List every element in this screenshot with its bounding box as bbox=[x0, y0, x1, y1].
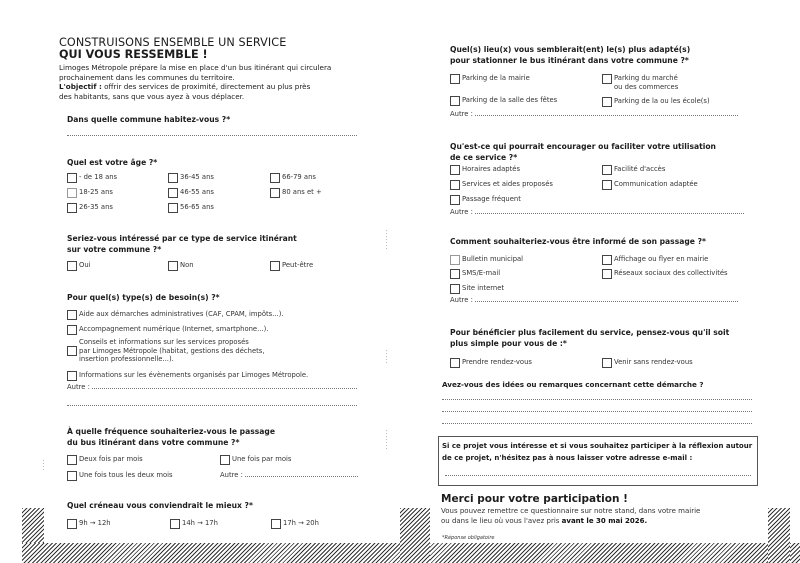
option-label: 46-55 ans bbox=[180, 188, 214, 196]
encourage-option[interactable] bbox=[450, 180, 553, 190]
checkbox[interactable] bbox=[450, 74, 460, 84]
question-ideas: Avez-vous des idées ou remarques concernant cette démarche ? bbox=[442, 380, 704, 389]
email-prompt bbox=[442, 441, 756, 464]
objective-line bbox=[59, 82, 389, 92]
inform-option[interactable] bbox=[450, 269, 500, 279]
scan-speck bbox=[43, 460, 44, 470]
option-label: Une fois par mois bbox=[232, 455, 292, 463]
question-line: Pour bénéficier plus facilement du service, pensez-vous qu'il soit bbox=[450, 328, 730, 337]
autre-input-line[interactable] bbox=[475, 301, 738, 302]
option-label-line: Conseils et informations sur les services proposés bbox=[79, 338, 249, 346]
option-label bbox=[614, 74, 678, 91]
inform-autre-field[interactable] bbox=[450, 296, 738, 304]
hatch-border-center bbox=[400, 508, 430, 563]
checkbox[interactable] bbox=[170, 519, 180, 529]
place-autre-field[interactable] bbox=[450, 110, 738, 118]
autre-input-line[interactable] bbox=[92, 388, 357, 389]
checkbox[interactable] bbox=[67, 346, 77, 356]
checkbox[interactable] bbox=[67, 455, 77, 465]
option-label: 56-65 ans bbox=[180, 203, 214, 211]
inform-option[interactable] bbox=[450, 284, 504, 294]
simpler-option[interactable] bbox=[450, 358, 532, 368]
inform-option[interactable] bbox=[450, 255, 523, 265]
checkbox[interactable] bbox=[602, 255, 612, 265]
option-label: Passage fréquent bbox=[462, 195, 521, 203]
option-label: Parking de la ou les école(s) bbox=[614, 97, 710, 105]
question-interest bbox=[67, 234, 297, 255]
option-label: - de 18 ans bbox=[79, 173, 118, 181]
slot-option[interactable] bbox=[67, 519, 111, 529]
frequency-option[interactable] bbox=[67, 455, 143, 465]
scan-speck bbox=[386, 230, 387, 250]
option-label-line: par Limoges Métropole (habitat, gestions des déchets, bbox=[79, 346, 265, 355]
deadline: avant le 30 mai 2026. bbox=[561, 516, 648, 525]
question-age: Quel est votre âge ?* bbox=[67, 158, 158, 167]
frequency-option[interactable] bbox=[220, 455, 291, 465]
thanks-line: Vous pouvez remettre ce questionnaire sur notre stand, dans votre mairie bbox=[441, 507, 701, 515]
question-line: Seriez-vous intéressé par ce type de service itinérant bbox=[67, 234, 297, 243]
checkbox[interactable] bbox=[450, 284, 460, 294]
thanks-title: Merci pour votre participation ! bbox=[441, 493, 628, 505]
option-label-line: ou des commerces bbox=[614, 82, 679, 91]
checkbox[interactable] bbox=[67, 203, 77, 213]
autre-input-line[interactable] bbox=[475, 213, 744, 214]
slot-option[interactable] bbox=[170, 519, 218, 529]
option-label: Site internet bbox=[462, 284, 505, 292]
interest-option-oui[interactable] bbox=[67, 261, 91, 271]
checkbox[interactable] bbox=[270, 173, 280, 183]
age-option[interactable] bbox=[270, 188, 322, 198]
age-option[interactable] bbox=[67, 173, 117, 183]
checkbox[interactable] bbox=[270, 261, 280, 271]
age-option[interactable] bbox=[67, 203, 113, 213]
encourage-option[interactable] bbox=[450, 165, 520, 175]
checkbox[interactable] bbox=[168, 261, 178, 271]
checkbox[interactable] bbox=[450, 165, 460, 175]
checkbox[interactable] bbox=[602, 358, 612, 368]
checkbox[interactable] bbox=[450, 195, 460, 205]
autre-label: Autre : bbox=[450, 296, 473, 304]
place-option-market[interactable] bbox=[602, 74, 678, 91]
option-label: Peut-être bbox=[282, 261, 314, 269]
objective-label: L'objectif : bbox=[59, 82, 102, 91]
checkbox[interactable] bbox=[67, 173, 77, 183]
option-label: 17h → 20h bbox=[283, 519, 319, 527]
option-label: 9h → 12h bbox=[79, 519, 111, 527]
autre-label: Autre : bbox=[220, 471, 243, 479]
option-label: Accompagnement numérique (Internet, smartphone...). bbox=[79, 325, 269, 333]
commune-input-line[interactable] bbox=[67, 135, 357, 136]
question-slot: Quel créneau vous conviendrait le mieux ?* bbox=[67, 501, 253, 510]
title-line-1: CONSTRUISONS ENSEMBLE UN SERVICE bbox=[59, 36, 287, 49]
frequency-autre-field[interactable] bbox=[220, 471, 358, 479]
checkbox[interactable] bbox=[450, 269, 460, 279]
autre-label: Autre : bbox=[67, 383, 90, 391]
checkbox[interactable] bbox=[450, 96, 460, 106]
checkbox[interactable] bbox=[168, 188, 178, 198]
age-option[interactable] bbox=[168, 188, 214, 198]
title-line-2: QUI VOUS RESSEMBLE ! bbox=[59, 48, 208, 61]
option-label bbox=[79, 338, 265, 364]
needs-extra-line[interactable] bbox=[67, 405, 357, 406]
encourage-option[interactable] bbox=[450, 195, 521, 205]
email-input-line[interactable] bbox=[445, 475, 751, 476]
encourage-autre-field[interactable] bbox=[450, 208, 744, 216]
checkbox[interactable] bbox=[67, 371, 77, 381]
ideas-line[interactable] bbox=[442, 423, 752, 424]
question-inform: Comment souhaiteriez-vous être informé de son passage ?* bbox=[450, 237, 706, 246]
encourage-option[interactable] bbox=[602, 180, 698, 190]
age-option[interactable] bbox=[168, 173, 214, 183]
checkbox[interactable] bbox=[67, 471, 77, 481]
slot-option[interactable] bbox=[271, 519, 319, 529]
option-label: Aide aux démarches administratives (CAF, CPAM, impôts...). bbox=[79, 310, 284, 318]
place-option[interactable] bbox=[450, 96, 557, 106]
option-label: Une fois tous les deux mois bbox=[79, 471, 173, 479]
option-label: 14h → 17h bbox=[182, 519, 218, 527]
option-label: Venir sans rendez-vous bbox=[614, 358, 693, 366]
option-label: Parking de la mairie bbox=[462, 74, 530, 82]
intro-line: prochainement dans les communes du territoire. bbox=[59, 72, 235, 82]
scan-speck bbox=[386, 430, 387, 450]
inform-option[interactable] bbox=[602, 255, 708, 265]
email-prompt-line: de ce projet, n'hésitez pas à nous laisser votre adresse e-mail : bbox=[442, 453, 693, 462]
checkbox[interactable] bbox=[450, 358, 460, 368]
option-label: Affichage ou flyer en mairie bbox=[614, 255, 709, 263]
checkbox[interactable] bbox=[602, 180, 612, 190]
checkbox[interactable] bbox=[168, 173, 178, 183]
checkbox[interactable] bbox=[602, 97, 612, 107]
question-line: du bus itinérant dans votre commune ?* bbox=[67, 437, 240, 447]
question-line: de ce service ?* bbox=[450, 152, 518, 162]
checkbox[interactable] bbox=[67, 310, 77, 320]
place-option[interactable] bbox=[602, 97, 710, 107]
question-line: À quelle fréquence souhaiteriez-vous le passage bbox=[67, 427, 275, 436]
footnote-required: *Réponse obligatoire bbox=[442, 535, 495, 541]
ideas-line[interactable] bbox=[442, 399, 752, 400]
age-option[interactable] bbox=[67, 188, 113, 198]
email-prompt-line: Si ce projet vous intéresse et si vous souhaitez participer à la réflexion autour bbox=[442, 442, 753, 450]
encourage-option[interactable] bbox=[602, 165, 665, 175]
option-label: Réseaux sociaux des collectivités bbox=[614, 269, 728, 277]
checkbox[interactable] bbox=[67, 188, 77, 198]
thanks-line bbox=[441, 517, 761, 527]
needs-option[interactable] bbox=[67, 325, 268, 335]
question-encourage bbox=[450, 142, 716, 163]
question-frequency bbox=[67, 427, 275, 448]
option-label: Oui bbox=[79, 261, 91, 269]
checkbox[interactable] bbox=[220, 455, 230, 465]
option-label: Deux fois par mois bbox=[79, 455, 143, 463]
option-label: 36-45 ans bbox=[180, 173, 214, 181]
intro-line: des habitants, sans que vous ayez à vous déplacer. bbox=[59, 91, 245, 101]
option-label: 66-79 ans bbox=[282, 173, 316, 181]
age-option[interactable] bbox=[168, 203, 214, 213]
question-line: pour stationner le bus itinérant dans votre commune ?* bbox=[450, 55, 689, 65]
option-label-line: insertion professionnelle...). bbox=[79, 355, 174, 363]
checkbox[interactable] bbox=[270, 188, 280, 198]
question-place bbox=[450, 45, 690, 66]
option-label: Services et aides proposés bbox=[462, 180, 553, 188]
checkbox[interactable] bbox=[602, 165, 612, 175]
interest-option-peut-etre[interactable] bbox=[270, 261, 313, 271]
option-label: Communication adaptée bbox=[614, 180, 698, 188]
hatch-border-right bbox=[768, 508, 790, 563]
option-label: 18-25 ans bbox=[79, 188, 113, 196]
frequency-option[interactable] bbox=[67, 471, 173, 481]
question-line: sur votre commune ?* bbox=[67, 244, 162, 254]
option-label: 80 ans et + bbox=[282, 188, 322, 196]
needs-option[interactable] bbox=[67, 371, 308, 381]
question-needs: Pour quel(s) type(s) de besoin(s) ?* bbox=[67, 293, 220, 302]
option-label: Facilité d'accès bbox=[614, 165, 666, 173]
question-commune: Dans quelle commune habitez-vous ?* bbox=[67, 115, 231, 124]
intro-line: Limoges Métropole prépare la mise en place d'un bus itinérant qui circulera bbox=[59, 63, 332, 72]
autre-label: Autre : bbox=[450, 110, 473, 118]
option-label: Prendre rendez-vous bbox=[462, 358, 532, 366]
option-label: 26-35 ans bbox=[79, 203, 113, 211]
needs-option[interactable] bbox=[67, 310, 284, 320]
autre-input-line[interactable] bbox=[475, 115, 738, 116]
checkbox[interactable] bbox=[67, 261, 77, 271]
needs-autre-field[interactable] bbox=[67, 383, 357, 391]
checkbox[interactable] bbox=[450, 255, 460, 265]
checkbox[interactable] bbox=[271, 519, 281, 529]
option-label: Non bbox=[180, 261, 194, 269]
thanks-text: ou dans le lieu où vous l'avez pris bbox=[441, 516, 562, 525]
checkbox[interactable] bbox=[67, 519, 77, 529]
question-line: Qu'est-ce qui pourrait encourager ou faciliter votre utilisation bbox=[450, 142, 716, 151]
option-label: Bulletin municipal bbox=[462, 255, 524, 263]
scan-speck bbox=[386, 350, 387, 365]
checkbox[interactable] bbox=[602, 74, 612, 84]
checkbox[interactable] bbox=[67, 325, 77, 335]
autre-label: Autre : bbox=[450, 208, 473, 216]
option-label: SMS/E-mail bbox=[462, 269, 501, 277]
interest-option-non[interactable] bbox=[168, 261, 194, 271]
age-option[interactable] bbox=[270, 173, 316, 183]
inform-option[interactable] bbox=[602, 269, 728, 279]
needs-option-advice[interactable] bbox=[67, 338, 265, 364]
question-simpler bbox=[450, 328, 729, 349]
question-line: Quel(s) lieu(x) vous semblerait(ent) le(s) plus adapté(s) bbox=[450, 45, 691, 54]
autre-input-line[interactable] bbox=[245, 476, 358, 477]
option-label-line: Parking du marché bbox=[614, 74, 678, 82]
intro-paragraph bbox=[59, 63, 389, 101]
question-line: plus simple pour vous de :* bbox=[450, 338, 567, 348]
objective-text: offrir des services de proximité, directement au plus près bbox=[101, 82, 311, 91]
option-label: Parking de la salle des fêtes bbox=[462, 96, 558, 104]
simpler-option[interactable] bbox=[602, 358, 693, 368]
thanks-body bbox=[441, 507, 761, 526]
checkbox[interactable] bbox=[602, 269, 612, 279]
option-label: Informations sur les évènements organisés par Limoges Métropole. bbox=[79, 371, 309, 379]
checkbox[interactable] bbox=[450, 180, 460, 190]
ideas-line[interactable] bbox=[442, 411, 752, 412]
place-option[interactable] bbox=[450, 74, 530, 84]
checkbox[interactable] bbox=[168, 203, 178, 213]
option-label: Horaires adaptés bbox=[462, 165, 520, 173]
